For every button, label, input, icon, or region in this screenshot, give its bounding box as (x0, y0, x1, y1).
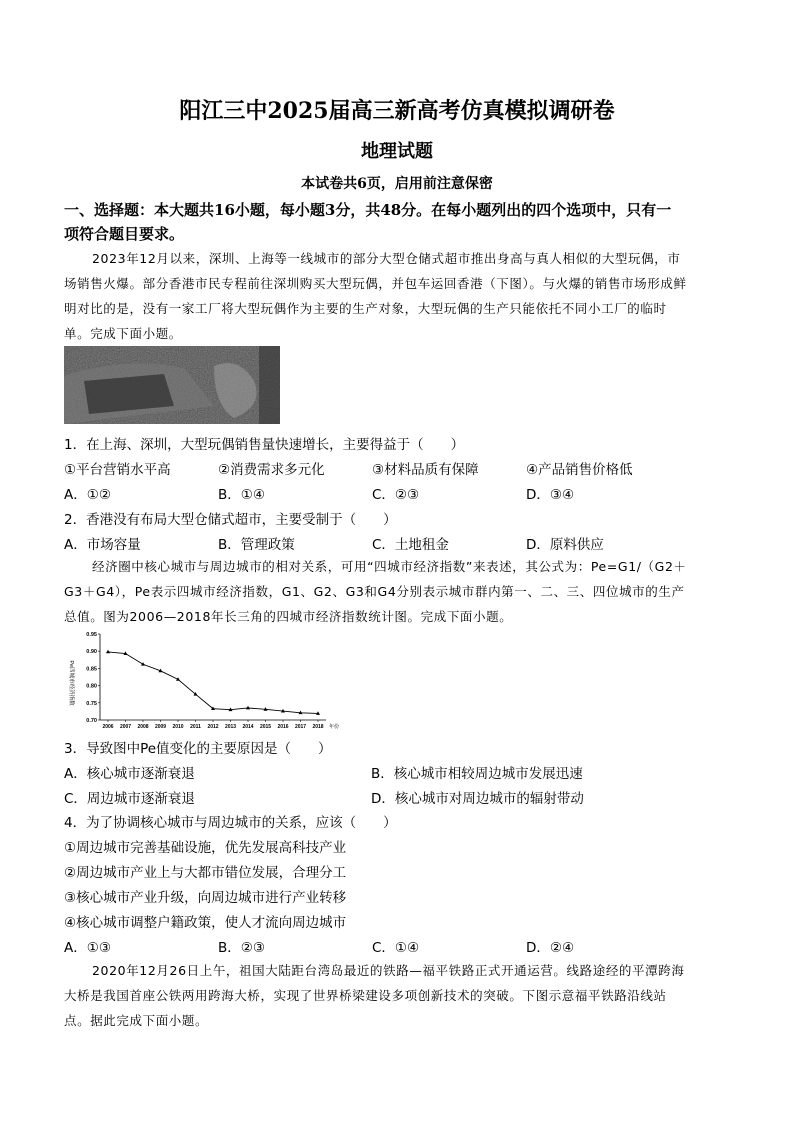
passage3-line1: 2020年12月26日上午，祖国大陆距台湾岛最近的铁路—福平铁路正式开通运营。线路途经的平潭跨海 (92, 963, 685, 978)
x-tick-label: 2009 (154, 724, 167, 730)
x-axis-unit: 年份 (329, 724, 340, 730)
y-tick-label: 0.80 (86, 683, 97, 690)
data-point (106, 650, 110, 654)
q4-option-c[interactable]: C．①④ (372, 940, 420, 956)
x-tick-label: 2011 (190, 724, 201, 730)
x-tick-label: 2014 (242, 724, 254, 730)
data-point (246, 706, 250, 710)
y-tick-label: 0.85 (86, 666, 97, 673)
series-line (108, 652, 318, 714)
q1-item-4: ④产品销售价格低 (526, 462, 633, 478)
passage2-line1: 经济圈中核心城市与周边城市的相对关系，可用“四城市经济指数”来表述，其公式为：Pe=G1/（G2＋ (92, 559, 687, 574)
subject-title: 地理试题 (361, 141, 433, 162)
q4-option-b[interactable]: B．②③ (218, 940, 265, 956)
q1-stem: 1．在上海、深圳，大型玩偶销售量快速增长，主要得益于（ ） (64, 437, 465, 453)
q3-option-a[interactable]: A．核心城市逐渐衰退 (64, 766, 195, 782)
q1-item-1: ①平台营销水平高 (64, 462, 171, 478)
q3-option-d[interactable]: D．核心城市对周边城市的辐射带动 (371, 791, 584, 807)
q3-stem: 3．导致图中Pe值变化的主要原因是（ ） (64, 741, 332, 757)
x-tick-label: 2018 (312, 724, 324, 730)
y-tick-label: 0.90 (86, 649, 97, 656)
q1-item-2: ②消费需求多元化 (218, 462, 325, 478)
q1-item-3: ③材料品质有保障 (372, 462, 479, 478)
q3-option-c[interactable]: C．周边城市逐渐衰退 (64, 791, 195, 807)
q3-option-b[interactable]: B．核心城市相较周边城市发展迅速 (371, 766, 583, 782)
q2-option-c[interactable]: C．土地租金 (372, 537, 449, 553)
passage2-line3: 总值。图为2006—2018年长三角的四城市经济指数统计图。完成下面小题。 (64, 609, 513, 624)
q2-stem: 2．香港没有布局大型仓储式超市，主要受制于（ ） (64, 512, 397, 528)
passage3-line2: 大桥是我国首座公铁两用跨海大桥，实现了世界桥梁建设多项创新技术的突破。下图示意福平铁路沿线站 (64, 988, 667, 1003)
passage3-line3: 点。据此完成下面小题。 (64, 1013, 209, 1028)
section-heading-line2: 项符合题目要求。 (64, 225, 185, 243)
x-tick-label: 2015 (259, 724, 272, 730)
passage1-line3: 明对比的是，没有一家工厂将大型玩偶作为主要的生产对象，大型玩偶的生产只能依托不同小工厂的临时 (64, 301, 667, 316)
x-tick-label: 2006 (102, 724, 114, 730)
q1-option-d[interactable]: D．③④ (526, 487, 575, 503)
x-tick-label: 2007 (119, 724, 132, 730)
y-tick-label: 0.95 (86, 632, 97, 638)
section-heading-line1: 一、选择题：本大题共16小题，每小题3分，共48分。在每小题列出的四个选项中，只有一 (64, 201, 672, 219)
q4-item-4: ④核心城市调整户籍政策，使人才流向周边城市 (64, 915, 347, 931)
confidential-note: 本试卷共6页，启用前注意保密 (301, 176, 493, 192)
exam-title: 阳江三中2025届高三新高考仿真模拟调研卷 (179, 98, 615, 124)
q4-option-a[interactable]: A．①③ (64, 940, 111, 956)
passage2-line2: G3＋G4），Pe表示四城市经济指数，G1、G2、G3和G4分别表示城市群内第一、二、三、四位城市的生产 (64, 584, 685, 599)
x-tick-label: 2010 (172, 724, 184, 730)
q4-item-1: ①周边城市完善基础设施，优先发展高科技产业 (64, 840, 347, 856)
q4-item-2: ②周边城市产业上与大都市错位发展，合理分工 (64, 865, 347, 881)
y-axis-label: Pe四城市经济指数 (68, 660, 74, 706)
x-tick-label: 2008 (137, 724, 149, 730)
q1-option-c[interactable]: C．②③ (372, 487, 420, 503)
pe-index-chart (64, 628, 344, 734)
q2-option-a[interactable]: A．市场容量 (64, 537, 141, 553)
q2-option-b[interactable]: B．管理政策 (218, 537, 295, 553)
y-tick-label: 0.70 (86, 718, 97, 724)
q4-stem: 4．为了协调核心城市与周边城市的关系，应该（ ） (64, 815, 397, 831)
q4-option-d[interactable]: D．②④ (526, 940, 575, 956)
y-tick-label: 0.75 (86, 700, 97, 707)
doll-photo (64, 346, 280, 424)
passage1-line1: 2023年12月以来，深圳、上海等一线城市的部分大型仓储式超市推出身高与真人相似的大型玩偶，市 (92, 251, 681, 266)
q2-option-d[interactable]: D．原料供应 (526, 537, 604, 553)
q1-option-a[interactable]: A．①② (64, 487, 111, 503)
q4-item-3: ③核心城市产业升级，向周边城市进行产业转移 (64, 890, 347, 906)
x-tick-label: 2016 (277, 724, 289, 730)
x-tick-label: 2012 (207, 724, 219, 730)
passage1-line2: 场销售火爆。部分香港市民专程前往深圳购买大型玩偶，并包车运回香港（下图）。与火爆的销售市场形成鲜 (64, 276, 687, 291)
passage1-line4: 单。完成下面小题。 (64, 326, 182, 341)
q1-option-b[interactable]: B．①④ (218, 487, 265, 503)
x-tick-label: 2013 (224, 724, 237, 730)
x-tick-label: 2017 (294, 724, 307, 730)
